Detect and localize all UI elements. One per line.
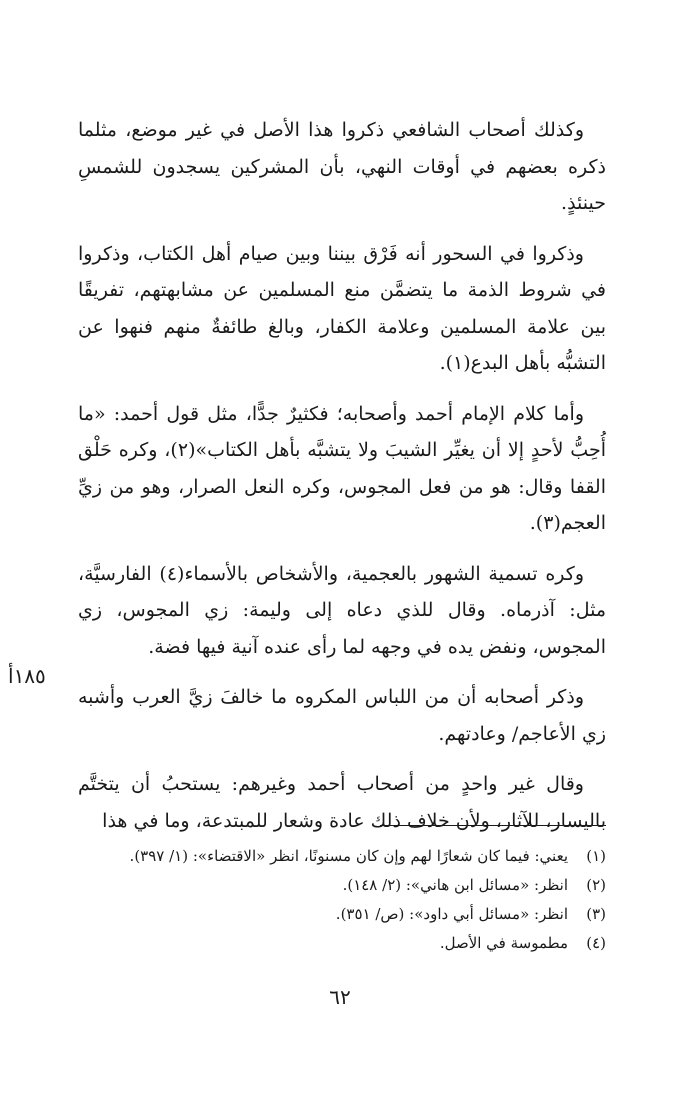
footnote-number: (١) xyxy=(586,847,606,865)
footnotes xyxy=(78,842,606,958)
footnote-3 xyxy=(78,900,606,929)
footnote-text: مطموسة في الأصل. xyxy=(439,934,568,952)
footnote-1 xyxy=(78,842,606,871)
footnote-text: انظر: «مسائل ابن هاني»: (٢/ ١٤٨). xyxy=(342,876,568,894)
footnote-text: يعني: فيما كان شعارًا لهم وإن كان مسنونًا، انظر «الاقتضاء»: (١/ ٣٩٧). xyxy=(129,847,568,865)
paragraph-2: وذكروا في السحور أنه فَرْق بيننا وبين صيام أهل الكتاب، وذكروا في شروط الذمة ما يتضمَّن منع المسلمين عن مشابهتهم، تفريقًا بين علامة المسلمين وعلامة الكفار، وبالغ طائفةٌ منهم فنهوا عن التشبُّه بأهل البدع(١). xyxy=(78,242,606,374)
paragraph-3: وأما كلام الإمام أحمد وأصحابه؛ فكثيرٌ جدًّا، مثل قول أحمد: «ما أُحِبُّ لأحدٍ إلا أن يغيِّر الشيبَ ولا يتشبَّه بأهل الكتاب»(٢)، وكره حَلْق القفا وقال: هو من فعل المجوس، وكره النعل الصرار، وهو من زيِّ العجم(٣). xyxy=(78,402,606,534)
page-number: ٦٢ xyxy=(329,985,351,1009)
paragraph-1: وكذلك أصحاب الشافعي ذكروا هذا الأصل في غير موضع، مثلما ذكره بعضهم في أوقات النهي، بأن المشركين يسجدون للشمسِ حينئذٍ. xyxy=(78,119,606,214)
footnote-number: (٤) xyxy=(586,934,606,952)
main-text xyxy=(78,112,606,853)
paragraph-5: وذكر أصحابه أن من اللباس المكروه ما خالفَ زيَّ العرب وأشبه زي الأعاجم/ وعادتهم. xyxy=(78,686,606,745)
footnote-4 xyxy=(78,929,606,958)
paragraph-4: وكره تسمية الشهور بالعجمية، والأشخاص بالأسماء(٤) الفارسيَّة، مثل: آذرماه. وقال للذي دعاه إلى وليمة: زي المجوس، زي المجوس، ونفض يده في وجهه لما رأى عنده آنية فيها فضة. xyxy=(78,562,606,658)
footnote-text: انظر: «مسائل أبي داود»: (ص/ ٣٥١). xyxy=(335,905,568,923)
paragraph-6: وقال غير واحدٍ من أصحاب أحمد وغيرهم: يستحبُ أن يتختَّم باليسار، للآثار، ولأن خلاف ذلك عادة وشعار للمبتدعة، وما في هذا xyxy=(78,773,606,832)
manuscript-folio-reference: ١٨٥أ xyxy=(8,664,46,688)
footnote-2 xyxy=(78,871,606,900)
footnote-number: (٢) xyxy=(586,876,606,894)
footnote-separator xyxy=(380,825,606,826)
footnote-number: (٣) xyxy=(586,905,606,923)
